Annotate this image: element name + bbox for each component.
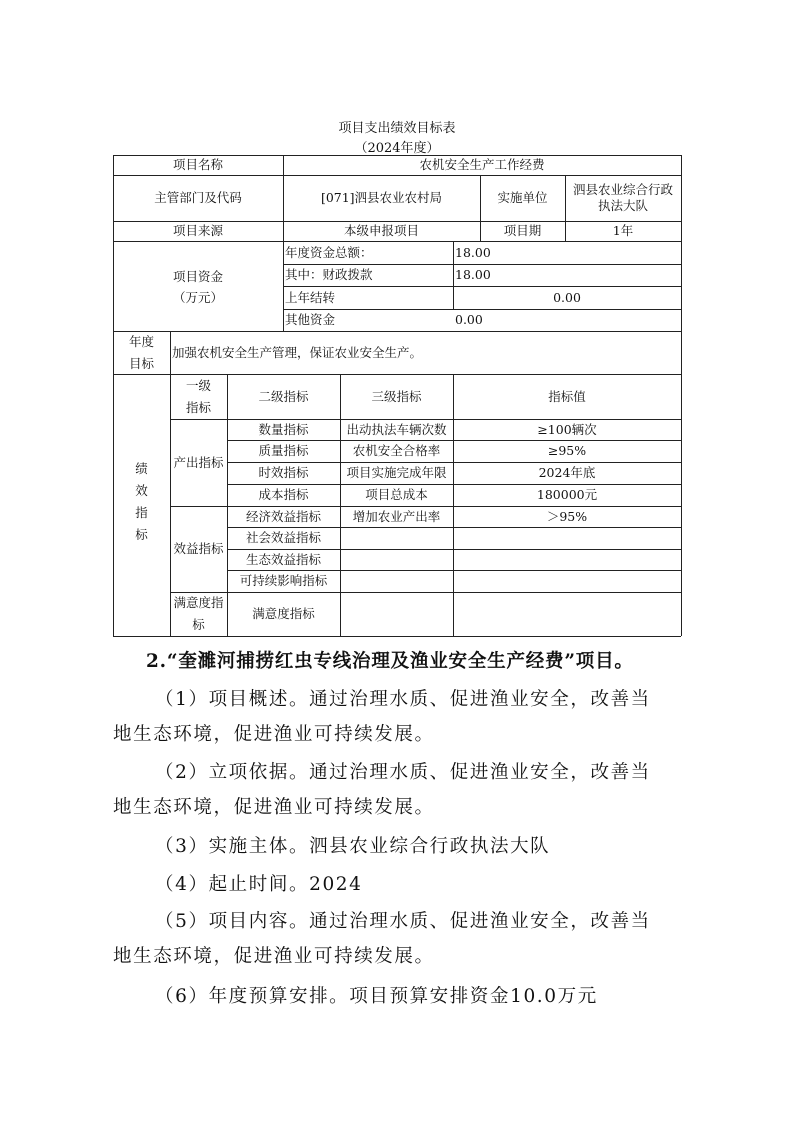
- section-heading: 2.“奎濉河捕捞红虫专线治理及渔业安全生产经费”项目。: [146, 651, 634, 672]
- quality-l3: 农机安全合格率: [352, 443, 441, 458]
- paragraph-basis-1: （2）立项依据。通过治理水质、促进渔业安全，改善当: [155, 762, 651, 783]
- quantity-l3: 出动执法车辆次数: [346, 421, 447, 437]
- paragraph-overview-2: 地生态环境，促进渔业可持续发展。: [113, 724, 435, 745]
- paragraph-content-2: 地生态环境，促进渔业可持续发展。: [113, 946, 435, 967]
- goal-label-1: 年度: [128, 334, 154, 349]
- quantity-value: ≥100辆次: [537, 421, 597, 437]
- source-label: 项目来源: [172, 223, 223, 238]
- cost-label: 成本指标: [258, 487, 309, 502]
- perf-label-2: 效: [135, 483, 148, 498]
- perf-label-4: 标: [135, 527, 148, 542]
- goal-text: 加强农机安全生产管理，保证农业安全生产。: [172, 344, 423, 360]
- impl-unit-value: 泗县农业综合行政执法大队: [572, 182, 673, 213]
- output-label: 产出指标: [173, 454, 224, 470]
- project-name-value: 农机安全生产工作经费: [419, 157, 545, 172]
- quantity-label: 数量指标: [258, 421, 309, 437]
- cost-value: 180000元: [536, 487, 598, 502]
- econ-value: ＞95%: [546, 508, 588, 524]
- funds-other-label: 其他资金: [285, 312, 336, 327]
- funds-label: 项目资金: [172, 269, 223, 284]
- project-name-label: 项目名称: [172, 157, 223, 172]
- funds-fiscal-value: 18.00: [455, 267, 491, 282]
- table-title: 项目支出绩效目标表: [338, 121, 456, 136]
- period-value: 1年: [612, 223, 634, 238]
- eco-label: 生态效益指标: [245, 551, 321, 567]
- funds-other-value: 0.00: [455, 312, 483, 327]
- sustain-label: 可持续影响指标: [239, 573, 328, 588]
- funds-carry-value: 0.00: [553, 289, 581, 305]
- timeliness-label: 时效指标: [258, 465, 309, 480]
- paragraph-basis-2: 地生态环境，促进渔业可持续发展。: [113, 797, 435, 818]
- timeliness-l3: 项目实施完成年限: [346, 465, 447, 480]
- goal-label-2: 目标: [128, 355, 154, 371]
- source-value: 本级申报项目: [343, 223, 419, 238]
- timeliness-value: 2024年底: [538, 465, 596, 480]
- funds-total-label: 年度资金总额：: [285, 244, 373, 260]
- econ-label: 经济效益指标: [245, 508, 321, 524]
- social-label: 社会效益指标: [245, 530, 321, 545]
- col-level1-a: 一级: [185, 377, 211, 393]
- cost-l3: 项目总成本: [365, 487, 428, 502]
- benefit-label: 效益指标: [173, 541, 224, 556]
- period-label: 项目期: [503, 223, 542, 238]
- funds-total-value: 18.00: [455, 244, 491, 260]
- paragraph-content-1: （5）项目内容。通过治理水质、促进渔业安全，改善当: [155, 911, 651, 932]
- funds-carry-label: 上年结转: [285, 289, 336, 305]
- satisfaction-label: 满意度指标: [252, 606, 315, 621]
- perf-label-3: 指: [135, 505, 148, 520]
- col-level2: 二级指标: [258, 388, 309, 404]
- satisfaction-level1-a: 满意度指: [173, 595, 224, 610]
- impl-unit-label: 实施单位: [497, 190, 548, 205]
- col-level3: 三级指标: [371, 388, 422, 404]
- dept-label: 主管部门及代码: [154, 190, 242, 205]
- table-year: （2024年度）: [354, 141, 440, 156]
- funds-fiscal-label: 其中：财政拨款: [285, 267, 373, 282]
- col-level1-b: 指标: [185, 400, 211, 415]
- paragraph-time: （4）起止时间。2024: [155, 874, 363, 895]
- funds-unit: （万元）: [172, 290, 223, 305]
- dept-value: [071]泗县农业农村局: [320, 190, 443, 205]
- econ-l3: 增加农业产出率: [352, 508, 441, 524]
- paragraph-implementer: （3）实施主体。泗县农业综合行政执法大队: [155, 836, 551, 857]
- quality-value: ≥95%: [547, 443, 587, 458]
- perf-label-1: 绩: [135, 461, 148, 476]
- paragraph-overview-1: （1）项目概述。通过治理水质、促进渔业安全，改善当: [155, 689, 651, 710]
- col-value: 指标值: [548, 388, 586, 404]
- satisfaction-level1-b: 标: [192, 617, 205, 632]
- quality-label: 质量指标: [258, 443, 309, 458]
- paragraph-budget: （6）年度预算安排。项目预算安排资金10.0万元: [155, 986, 598, 1007]
